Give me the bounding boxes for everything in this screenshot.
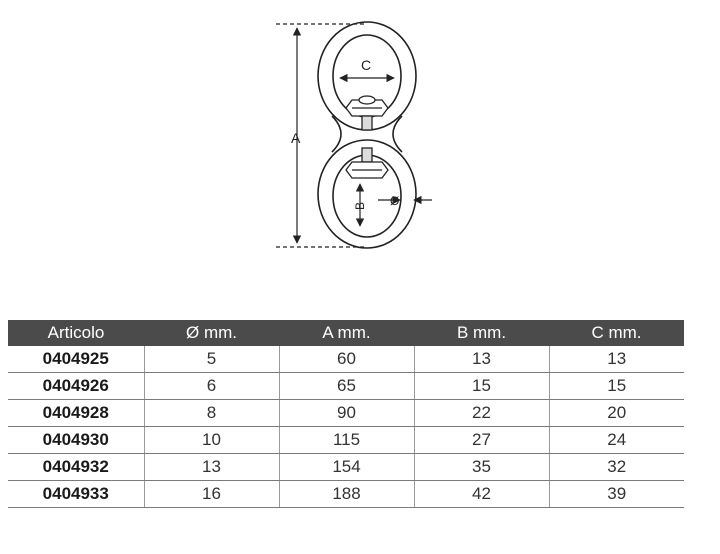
cell-a: 90 <box>279 400 414 427</box>
cell-b: 27 <box>414 427 549 454</box>
swivel-body <box>318 22 416 248</box>
cell-b: 13 <box>414 346 549 373</box>
spec-table <box>8 320 684 508</box>
cell-articolo: 0404933 <box>8 481 144 508</box>
label-b: B <box>353 201 367 210</box>
cell-articolo: 0404928 <box>8 400 144 427</box>
label-a: A <box>291 130 301 146</box>
cell-diameter: 13 <box>144 454 279 481</box>
header-c: C mm. <box>549 320 684 346</box>
label-c: C <box>361 57 372 73</box>
cell-b: 22 <box>414 400 549 427</box>
top-nut <box>346 96 388 130</box>
cell-diameter: 10 <box>144 427 279 454</box>
cell-c: 32 <box>549 454 684 481</box>
cell-articolo: 0404925 <box>8 346 144 373</box>
table-row <box>8 373 684 400</box>
cell-diameter: 5 <box>144 346 279 373</box>
cell-a: 115 <box>279 427 414 454</box>
table-row <box>8 346 684 373</box>
cell-c: 24 <box>549 427 684 454</box>
cell-diameter: 8 <box>144 400 279 427</box>
cell-a: 60 <box>279 346 414 373</box>
header-b: B mm. <box>414 320 549 346</box>
cell-b: 35 <box>414 454 549 481</box>
table-row <box>8 427 684 454</box>
header-diameter: Ø mm. <box>144 320 279 346</box>
table-row <box>8 481 684 508</box>
cell-c: 13 <box>549 346 684 373</box>
cell-articolo: 0404926 <box>8 373 144 400</box>
cell-a: 154 <box>279 454 414 481</box>
header-a: A mm. <box>279 320 414 346</box>
cell-diameter: 16 <box>144 481 279 508</box>
header-articolo: Articolo <box>8 320 144 346</box>
label-diameter: Ø <box>390 194 400 208</box>
cell-b: 42 <box>414 481 549 508</box>
cell-c: 20 <box>549 400 684 427</box>
cell-articolo: 0404932 <box>8 454 144 481</box>
table-row <box>8 454 684 481</box>
cell-c: 39 <box>549 481 684 508</box>
table-header-row <box>8 320 684 346</box>
cell-a: 188 <box>279 481 414 508</box>
cell-b: 15 <box>414 373 549 400</box>
bottom-nut <box>346 148 388 178</box>
cell-c: 15 <box>549 373 684 400</box>
cell-articolo: 0404930 <box>8 427 144 454</box>
cell-a: 65 <box>279 373 414 400</box>
cell-diameter: 6 <box>144 373 279 400</box>
table-row <box>8 400 684 427</box>
